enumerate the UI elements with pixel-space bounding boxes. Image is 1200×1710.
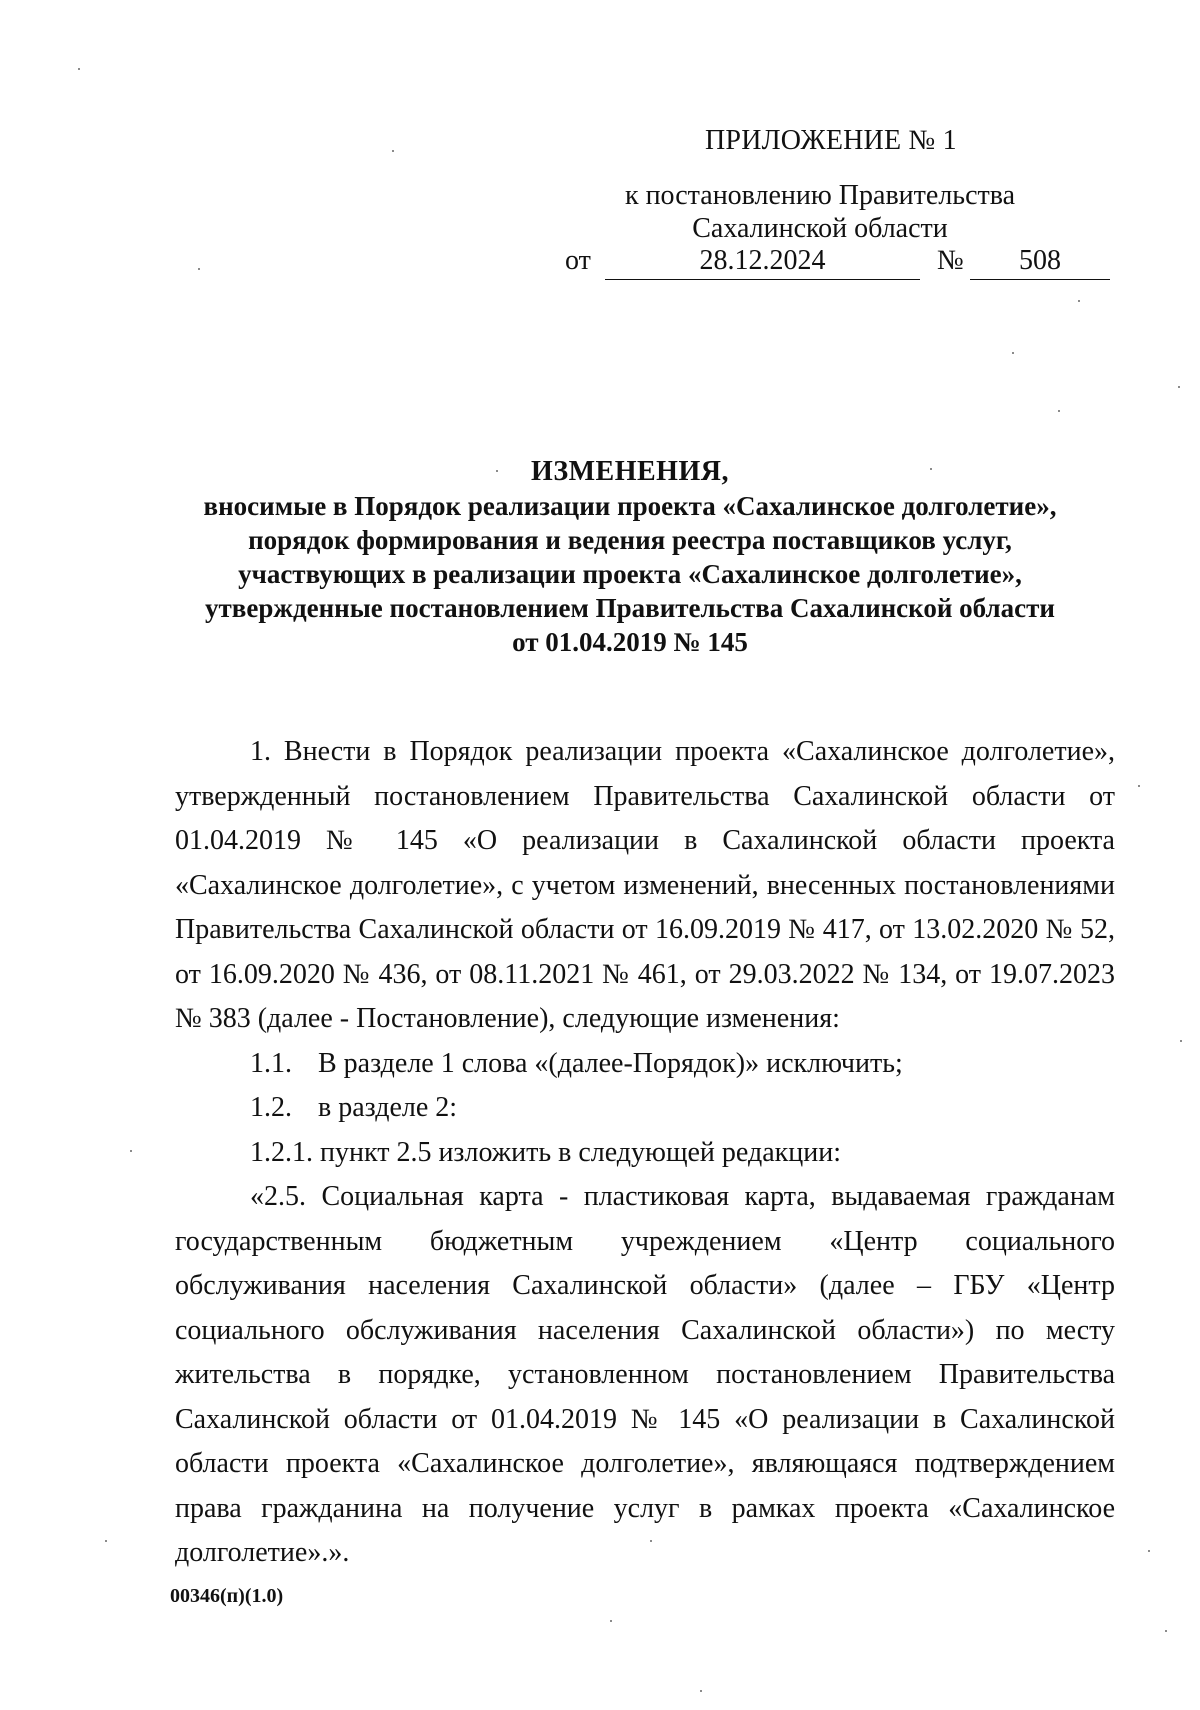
scan-speck bbox=[105, 1540, 107, 1542]
number-label: № bbox=[937, 245, 964, 276]
appendix-resolution-line: к постановлению Правительства bbox=[624, 180, 1016, 211]
scan-speck bbox=[392, 150, 394, 152]
scan-speck bbox=[1012, 352, 1014, 354]
title-line-3: участвующих в реализации проекта «Сахалинское долголетие», bbox=[238, 559, 1022, 589]
item-1-2-text: в разделе 2: bbox=[318, 1092, 458, 1123]
scan-speck bbox=[78, 68, 80, 70]
scan-speck bbox=[650, 1540, 652, 1542]
from-label: от bbox=[565, 245, 591, 276]
title-line-1: вносимые в Порядок реализации проекта «Сахалинское долголетие», bbox=[203, 491, 1057, 521]
title-line-2: порядок формирования и ведения реестра поставщиков услуг, bbox=[248, 525, 1012, 555]
item-1-2 bbox=[175, 1086, 1115, 1131]
resolution-date: 28.12.2024 bbox=[605, 245, 920, 280]
scan-speck bbox=[1178, 386, 1180, 388]
document-title: ИЗМЕНЕНИЯ, bbox=[531, 456, 729, 487]
title-line-4: утвержденные постановлением Правительства Сахалинской области bbox=[205, 593, 1055, 623]
appendix-title: ПРИЛОЖЕНИЕ № 1 bbox=[705, 125, 957, 156]
footer-form-code: 00346(п)(1.0) bbox=[170, 1585, 284, 1607]
title-line-5: от 01.04.2019 № 145 bbox=[512, 627, 748, 657]
item-1-1 bbox=[175, 1042, 1115, 1087]
appendix-date-row bbox=[565, 245, 1110, 281]
appendix-region-line: Сахалинской области bbox=[692, 213, 948, 244]
item-1-2-number: 1.2. bbox=[250, 1092, 292, 1123]
scan-speck bbox=[610, 1620, 612, 1622]
item-1-1-number: 1.1. bbox=[250, 1047, 292, 1079]
item-1-2-1: 1.2.1. пункт 2.5 изложить в следующей редакции: bbox=[250, 1136, 841, 1168]
paragraph-quote: «2.5. Социальная карта - пластиковая карта, выдаваемая гражданам государственным бюджетным учреждением «Центр социального обслуживания населения Сахалинской области» (далее – ГБУ «Центр социального обслуживания населения Сахалинской области») по месту жительства в порядке, установленном постановлением Правительства Сахалинской области от 01.04.2019 № 145 «О реализации в Сахалинской области проекта «Сахалинское долголетие», являющаяся подтверждением права гражданина на получение услуг в рамках проекта «Сахалинское долголетие».». bbox=[175, 1181, 1115, 1568]
scan-speck bbox=[700, 1690, 702, 1692]
scan-speck bbox=[198, 268, 200, 270]
scan-speck bbox=[1078, 300, 1080, 302]
scan-speck bbox=[1148, 1550, 1150, 1552]
scan-speck bbox=[1165, 1630, 1167, 1632]
scan-speck bbox=[1138, 785, 1140, 787]
document-body bbox=[175, 730, 1115, 1576]
scan-speck bbox=[130, 1150, 132, 1152]
scan-speck bbox=[496, 470, 498, 472]
resolution-number: 508 bbox=[970, 245, 1110, 280]
document-title-block bbox=[170, 455, 1090, 659]
paragraph-1: 1. Внести в Порядок реализации проекта «Сахалинское долголетие», утвержденный постановлением Правительства Сахалинской области от 01.04.2019 № 145 «О реализации в Сахалинской области проекта «Сахалинское долголетие», с учетом изменений, внесенных постановлениями Правительства Сахалинской области от 16.09.2019 № 417, от 13.02.2020 № 52, от 16.09.2020 № 436, от 08.11.2021 № 461, от 29.03.2022 № 134, от 19.07.2023 № 383 (далее - Постановление), следующие изменения: bbox=[175, 736, 1115, 1034]
scan-speck bbox=[930, 468, 932, 470]
scan-speck bbox=[1058, 410, 1060, 412]
scan-speck bbox=[1180, 1040, 1182, 1042]
item-1-1-text: В разделе 1 слова «(далее-Порядок)» исключить; bbox=[318, 1047, 903, 1079]
